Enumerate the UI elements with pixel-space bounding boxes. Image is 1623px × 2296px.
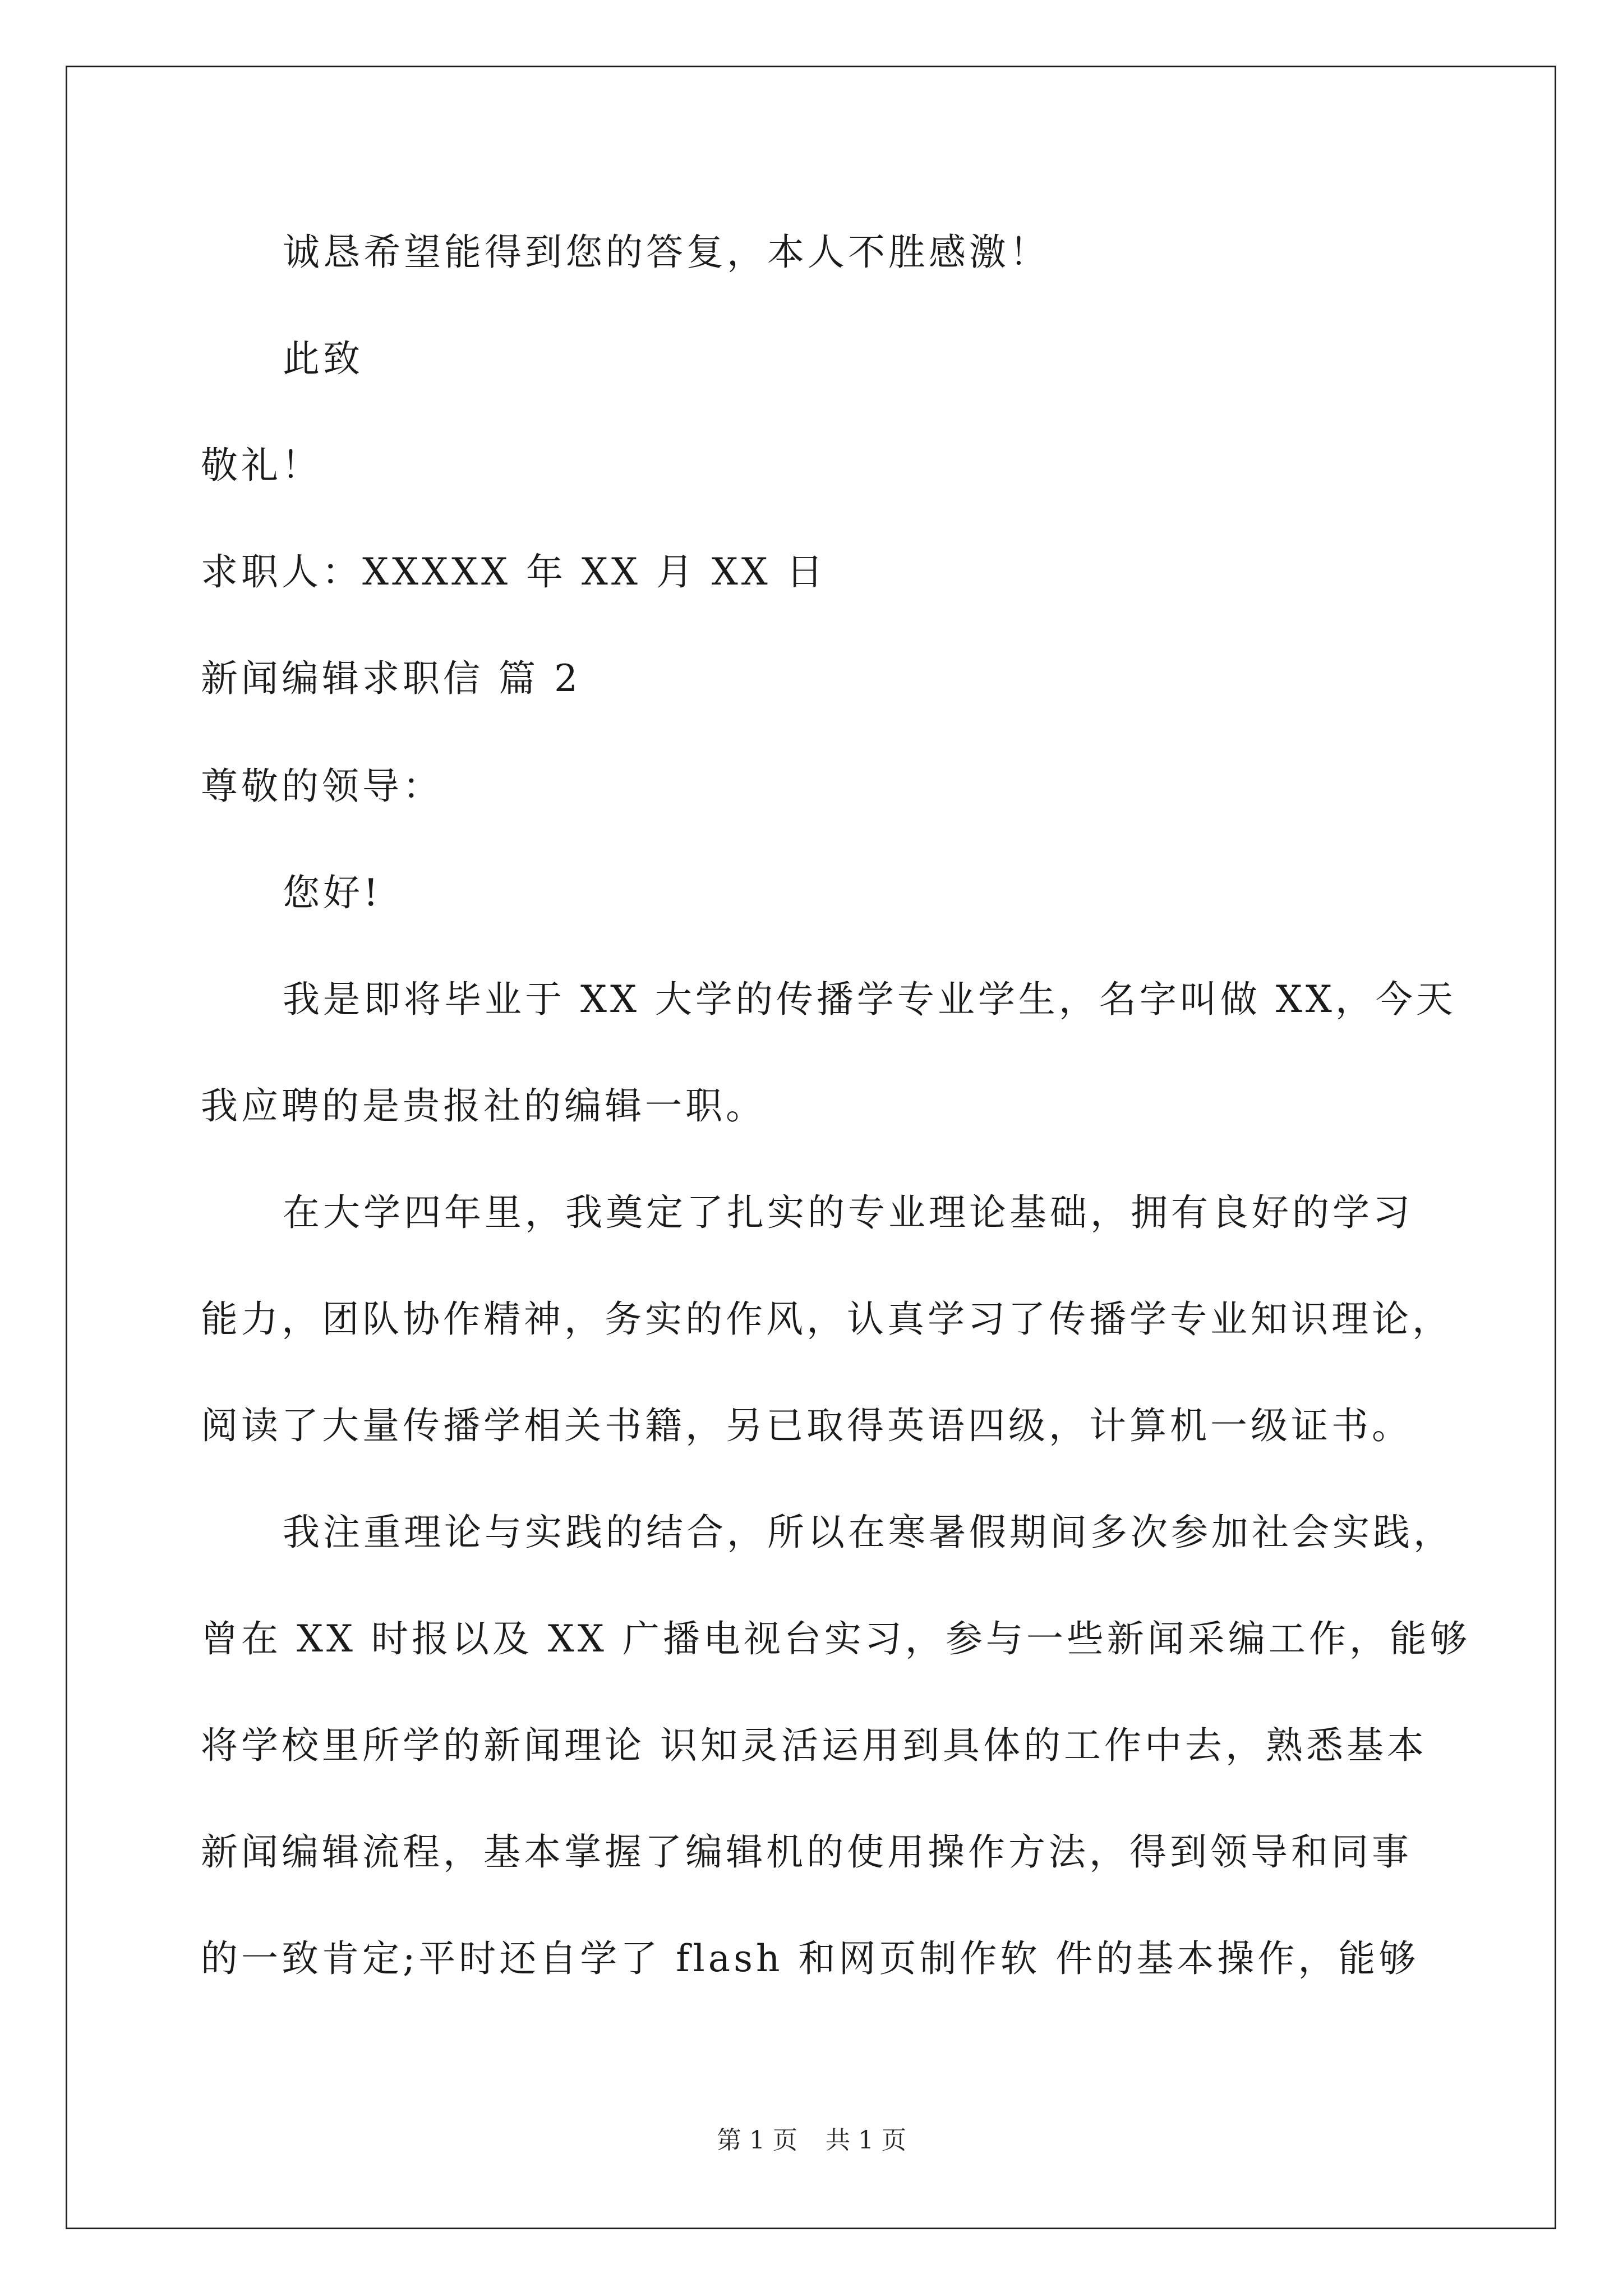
- page-number: 第 1 页: [717, 2126, 797, 2155]
- paragraph-line: 我是即将毕业于 XX 大学的传播学专业学生，名字叫做 XX，今天: [283, 978, 1456, 1021]
- section-heading: 新闻编辑求职信 篇 2: [201, 657, 581, 700]
- paragraph-line: 能力，团队协作精神，务实的作风，认真学习了传播学专业知识理论，: [201, 1297, 1453, 1341]
- page-total: 共 1 页: [826, 2126, 906, 2155]
- paragraph-line: 新闻编辑流程，基本掌握了编辑机的使用操作方法，得到领导和同事: [201, 1830, 1412, 1874]
- paragraph-line: 阅读了大量传播学相关书籍，另已取得英语四级，计算机一级证书。: [201, 1404, 1412, 1447]
- page-border: [66, 66, 1556, 2229]
- paragraph-line: 曾在 XX 时报以及 XX 广播电视台实习，参与一些新闻采编工作，能够: [201, 1617, 1470, 1660]
- paragraph-line: 将学校里所学的新闻理论 识知灵活运用到具体的工作中去，熟悉基本: [201, 1724, 1427, 1767]
- greeting-addressee: 尊敬的领导：: [201, 765, 443, 808]
- salutation-jingli: 敬礼！: [201, 444, 322, 487]
- closing-line: 诚恳希望能得到您的答复，本人不胜感激！: [283, 231, 1050, 274]
- paragraph-line: 我应聘的是贵报社的编辑一职。: [201, 1084, 766, 1128]
- paragraph-line: 的一致肯定;平时还自学了 flash 和网页制作软 件的基本操作，能够: [201, 1937, 1419, 1980]
- greeting: 您好!: [283, 871, 382, 914]
- salutation-cizhi: 此致: [283, 337, 363, 380]
- page-footer: [0, 2125, 1623, 2156]
- paragraph-line: 我注重理论与实践的结合，所以在寒暑假期间多次参加社会实践，: [283, 1511, 1454, 1554]
- signature-line: 求职人：XXXXX 年 XX 月 XX 日: [201, 550, 827, 593]
- paragraph-line: 在大学四年里，我奠定了扎实的专业理论基础，拥有良好的学习: [283, 1191, 1413, 1234]
